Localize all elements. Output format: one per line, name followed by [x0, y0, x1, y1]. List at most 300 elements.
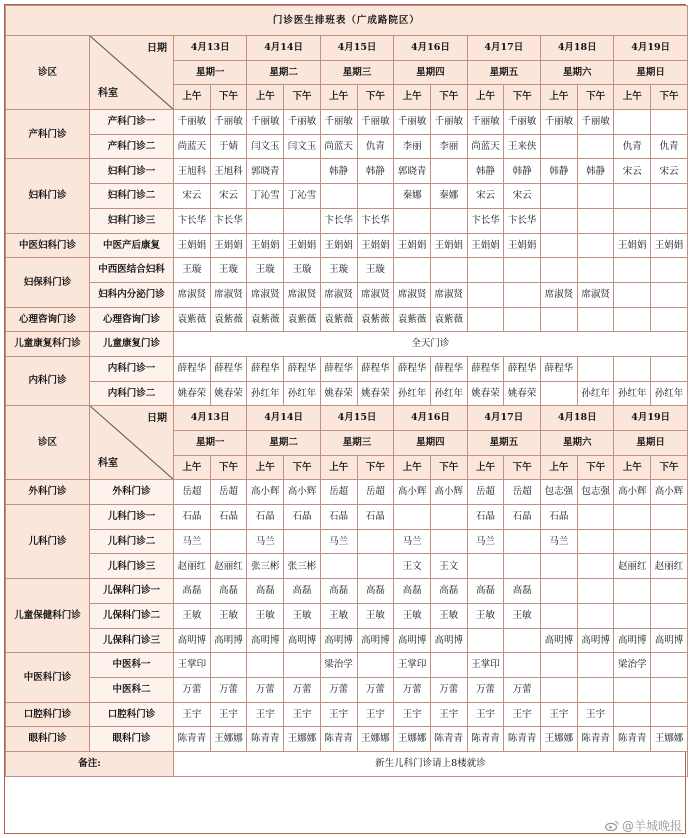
doctor-cell: 万蕾 [320, 677, 357, 702]
doctor-cell: 王宇 [504, 702, 541, 727]
am-header: 上午 [174, 455, 211, 480]
doctor-cell: 王宇 [541, 702, 578, 727]
weekday-header: 星期六 [541, 60, 614, 85]
schedule-row [6, 258, 688, 283]
doctor-cell [577, 677, 614, 702]
doctor-cell [357, 184, 394, 209]
doctor-cell [614, 258, 651, 283]
schedule-row [6, 677, 688, 702]
doctor-cell: 席淑贤 [577, 282, 614, 307]
doctor-cell [614, 356, 651, 381]
doctor-cell: 千丽敏 [577, 110, 614, 135]
doctor-cell [614, 677, 651, 702]
doctor-cell [541, 184, 578, 209]
doctor-cell: 秦娜 [394, 184, 431, 209]
doctor-cell: 王宇 [247, 702, 284, 727]
dept-name: 中医科二 [90, 677, 174, 702]
doctor-cell: 王敏 [467, 603, 504, 628]
schedule-row [6, 282, 688, 307]
doctor-cell [467, 282, 504, 307]
doctor-cell: 张三彬 [284, 554, 321, 579]
doctor-cell: 王敏 [247, 603, 284, 628]
doctor-cell: 梁治学 [614, 653, 651, 678]
doctor-cell [504, 628, 541, 653]
doctor-cell [247, 208, 284, 233]
doctor-cell: 丁沁雪 [247, 184, 284, 209]
doctor-cell: 万蕾 [467, 677, 504, 702]
doctor-cell: 高磊 [174, 579, 211, 604]
doctor-cell: 千丽敏 [430, 110, 467, 135]
doctor-cell [651, 529, 688, 554]
date-header: 4月16日 [394, 36, 467, 61]
doctor-cell: 高明博 [430, 628, 467, 653]
schedule-sheet [4, 4, 686, 834]
doctor-cell: 席淑贤 [284, 282, 321, 307]
doctor-cell: 卞长华 [504, 208, 541, 233]
doctor-cell: 石晶 [541, 505, 578, 530]
pm-header: 下午 [577, 85, 614, 110]
weekday-header: 星期六 [541, 431, 614, 456]
doctor-cell [614, 505, 651, 530]
note-text: 新生儿科门诊请上8楼就诊 [174, 751, 688, 776]
doctor-cell: 高磊 [430, 579, 467, 604]
doctor-cell: 丁沁雪 [284, 184, 321, 209]
doctor-cell [651, 356, 688, 381]
doctor-cell [430, 208, 467, 233]
doctor-cell: 王掌印 [174, 653, 211, 678]
doctor-cell: 王宇 [284, 702, 321, 727]
doctor-cell: 高磊 [357, 579, 394, 604]
schedule-row [6, 381, 688, 406]
doctor-cell [430, 258, 467, 283]
schedule-row [6, 480, 688, 505]
doctor-cell [651, 505, 688, 530]
doctor-cell: 薛程华 [541, 356, 578, 381]
am-header: 上午 [174, 85, 211, 110]
zone-name: 外科门诊 [6, 480, 90, 505]
weibo-icon [605, 820, 619, 831]
doctor-cell: 韩静 [541, 159, 578, 184]
schedule-row [6, 332, 688, 357]
pm-header: 下午 [504, 455, 541, 480]
doctor-cell [651, 258, 688, 283]
doctor-cell: 王娟娟 [357, 233, 394, 258]
doctor-cell: 王敏 [357, 603, 394, 628]
doctor-cell: 陈青青 [504, 727, 541, 752]
doctor-cell: 袁紫薇 [210, 307, 247, 332]
doctor-cell: 高小辉 [614, 480, 651, 505]
doctor-cell: 王文 [430, 554, 467, 579]
doctor-cell [651, 653, 688, 678]
pm-header: 下午 [210, 85, 247, 110]
doctor-cell [467, 307, 504, 332]
doctor-cell: 袁紫薇 [430, 307, 467, 332]
doctor-cell [541, 307, 578, 332]
doctor-cell [504, 529, 541, 554]
doctor-cell: 袁紫薇 [284, 307, 321, 332]
date-header: 4月14日 [247, 36, 320, 61]
doctor-cell [357, 554, 394, 579]
doctor-cell: 岳超 [467, 480, 504, 505]
schedule-row [6, 653, 688, 678]
doctor-cell: 万蕾 [284, 677, 321, 702]
weekday-header: 星期二 [247, 60, 320, 85]
doctor-cell: 薛程华 [210, 356, 247, 381]
date-header: 4月17日 [467, 406, 540, 431]
doctor-cell: 陈青青 [467, 727, 504, 752]
doctor-cell: 万蕾 [430, 677, 467, 702]
doctor-cell: 高明博 [357, 628, 394, 653]
doctor-cell: 尚蓝天 [174, 134, 211, 159]
date-header: 4月14日 [247, 406, 320, 431]
weekday-header: 星期四 [394, 431, 467, 456]
doctor-cell: 王璇 [174, 258, 211, 283]
doctor-cell: 薛程华 [467, 356, 504, 381]
doctor-cell: 薛程华 [284, 356, 321, 381]
doctor-cell: 千丽敏 [320, 110, 357, 135]
weekday-header: 星期三 [320, 431, 393, 456]
zone-name: 中医科门诊 [6, 653, 90, 702]
doctor-cell: 王敏 [174, 603, 211, 628]
schedule-row [6, 356, 688, 381]
date-header: 4月17日 [467, 36, 540, 61]
doctor-cell: 王旭科 [174, 159, 211, 184]
doctor-cell: 万蕾 [210, 677, 247, 702]
schedule-row [6, 110, 688, 135]
doctor-cell: 石晶 [284, 505, 321, 530]
doctor-cell [577, 258, 614, 283]
doctor-cell: 王宇 [577, 702, 614, 727]
doctor-cell: 王敏 [430, 603, 467, 628]
doctor-cell: 王璇 [247, 258, 284, 283]
doctor-cell: 高磊 [210, 579, 247, 604]
doctor-cell: 石晶 [247, 505, 284, 530]
doctor-cell: 孙红年 [577, 381, 614, 406]
doctor-cell: 袁紫薇 [320, 307, 357, 332]
doctor-cell: 高明博 [320, 628, 357, 653]
doctor-cell: 王敏 [284, 603, 321, 628]
doctor-cell: 孙红年 [247, 381, 284, 406]
doctor-cell: 王娟娟 [320, 233, 357, 258]
doctor-cell: 王娜娜 [357, 727, 394, 752]
doctor-cell: 孙红年 [614, 381, 651, 406]
doctor-cell: 万蕾 [247, 677, 284, 702]
doctor-cell [504, 282, 541, 307]
doctor-cell: 韩静 [357, 159, 394, 184]
doctor-cell: 席淑贤 [541, 282, 578, 307]
doctor-cell: 王宇 [357, 702, 394, 727]
doctor-cell: 高磊 [467, 579, 504, 604]
doctor-cell [614, 184, 651, 209]
doctor-cell: 韩静 [504, 159, 541, 184]
doctor-cell: 马兰 [247, 529, 284, 554]
doctor-cell: 石晶 [357, 505, 394, 530]
doctor-cell: 高明博 [577, 628, 614, 653]
doctor-cell: 万蕾 [504, 677, 541, 702]
doctor-cell: 宋云 [651, 159, 688, 184]
doctor-cell [210, 529, 247, 554]
date-header: 4月19日 [614, 36, 687, 61]
doctor-cell: 薛程华 [430, 356, 467, 381]
doctor-cell: 卞长华 [320, 208, 357, 233]
dept-label: 科室 [98, 88, 118, 100]
weekday-header: 星期一 [174, 60, 247, 85]
doctor-cell: 宋云 [614, 159, 651, 184]
schedule-row [6, 603, 688, 628]
pm-header: 下午 [284, 85, 321, 110]
dept-name: 儿保科门诊三 [90, 628, 174, 653]
watermark-text: @羊城晚报 [621, 819, 682, 833]
doctor-cell: 赵丽红 [210, 554, 247, 579]
doctor-cell [577, 307, 614, 332]
pm-header: 下午 [430, 455, 467, 480]
doctor-cell: 包志强 [577, 480, 614, 505]
doctor-cell: 姚春荣 [320, 381, 357, 406]
doctor-cell [577, 208, 614, 233]
doctor-cell [210, 653, 247, 678]
dept-name: 外科门诊 [90, 480, 174, 505]
doctor-cell [577, 554, 614, 579]
doctor-cell [577, 134, 614, 159]
doctor-cell: 王宇 [430, 702, 467, 727]
doctor-cell [504, 258, 541, 283]
zone-name: 妇科门诊 [6, 159, 90, 233]
doctor-cell: 马兰 [174, 529, 211, 554]
doctor-cell [577, 653, 614, 678]
doctor-cell [504, 653, 541, 678]
watermark [605, 817, 682, 834]
am-header: 上午 [247, 85, 284, 110]
doctor-cell: 袁紫薇 [357, 307, 394, 332]
doctor-cell [541, 258, 578, 283]
doctor-cell [284, 208, 321, 233]
doctor-cell: 高明博 [614, 628, 651, 653]
doctor-cell: 薛程华 [357, 356, 394, 381]
weekday-header: 星期日 [614, 431, 687, 456]
am-header: 上午 [247, 455, 284, 480]
doctor-cell [430, 653, 467, 678]
schedule-row [6, 628, 688, 653]
doctor-cell [577, 505, 614, 530]
date-header: 4月18日 [541, 406, 614, 431]
doctor-cell [614, 529, 651, 554]
doctor-cell: 席淑贤 [247, 282, 284, 307]
doctor-cell [541, 653, 578, 678]
doctor-cell: 孙红年 [284, 381, 321, 406]
dept-name: 儿保科门诊二 [90, 603, 174, 628]
doctor-cell: 卞长华 [174, 208, 211, 233]
date-header: 4月16日 [394, 406, 467, 431]
doctor-cell: 袁紫薇 [174, 307, 211, 332]
weekday-header: 星期三 [320, 60, 393, 85]
doctor-cell [467, 628, 504, 653]
doctor-cell [651, 579, 688, 604]
doctor-cell: 马兰 [320, 529, 357, 554]
doctor-cell: 马兰 [394, 529, 431, 554]
am-header: 上午 [614, 85, 651, 110]
pm-header: 下午 [210, 455, 247, 480]
schedule-row [6, 529, 688, 554]
doctor-cell: 王宇 [174, 702, 211, 727]
doctor-cell: 万蕾 [174, 677, 211, 702]
note-label: 备注: [6, 751, 174, 776]
doctor-cell: 姚春荣 [504, 381, 541, 406]
doctor-cell: 李丽 [394, 134, 431, 159]
doctor-cell: 千丽敏 [394, 110, 431, 135]
doctor-cell [430, 529, 467, 554]
doctor-cell: 薛程华 [504, 356, 541, 381]
doctor-cell: 王娟娟 [394, 233, 431, 258]
doctor-cell [247, 653, 284, 678]
doctor-cell [541, 208, 578, 233]
doctor-cell: 姚春荣 [210, 381, 247, 406]
doctor-cell [467, 258, 504, 283]
doctor-cell [504, 307, 541, 332]
date-header: 4月15日 [320, 406, 393, 431]
doctor-cell: 高磊 [247, 579, 284, 604]
doctor-cell: 王敏 [504, 603, 541, 628]
dept-name: 妇科门诊一 [90, 159, 174, 184]
doctor-cell [577, 529, 614, 554]
zone-name: 内科门诊 [6, 356, 90, 405]
doctor-cell [541, 381, 578, 406]
dept-name: 口腔科门诊 [90, 702, 174, 727]
schedule-row [6, 702, 688, 727]
doctor-cell: 王娜娜 [210, 727, 247, 752]
date-label: 日期 [147, 43, 167, 54]
pm-header: 下午 [504, 85, 541, 110]
doctor-cell [651, 307, 688, 332]
doctor-cell [394, 208, 431, 233]
date-dept-header [90, 406, 174, 480]
zone-name: 口腔科门诊 [6, 702, 90, 727]
doctor-cell: 席淑贤 [174, 282, 211, 307]
schedule-row [6, 727, 688, 752]
doctor-cell: 尚蓝天 [320, 134, 357, 159]
doctor-cell: 席淑贤 [357, 282, 394, 307]
doctor-cell: 薛程华 [247, 356, 284, 381]
doctor-cell: 陈青青 [247, 727, 284, 752]
schedule-row [6, 307, 688, 332]
doctor-cell: 王娜娜 [394, 727, 431, 752]
date-label: 日期 [147, 413, 167, 425]
doctor-cell [320, 184, 357, 209]
page-title: 门诊医生排班表（广成路院区） [6, 6, 688, 36]
doctor-cell: 千丽敏 [467, 110, 504, 135]
doctor-cell [614, 307, 651, 332]
am-header: 上午 [467, 455, 504, 480]
doctor-cell: 王娟娟 [614, 233, 651, 258]
doctor-cell: 高小辉 [430, 480, 467, 505]
doctor-cell: 薛程华 [174, 356, 211, 381]
doctor-cell: 席淑贤 [210, 282, 247, 307]
doctor-cell: 闫文玉 [247, 134, 284, 159]
dept-name: 儿童康复门诊 [90, 332, 174, 357]
zone-name: 妇保科门诊 [6, 258, 90, 307]
date-header: 4月15日 [320, 36, 393, 61]
doctor-cell: 高明博 [394, 628, 431, 653]
zone-name: 眼科门诊 [6, 727, 90, 752]
doctor-cell: 王娟娟 [174, 233, 211, 258]
doctor-cell [394, 505, 431, 530]
doctor-cell: 石晶 [320, 505, 357, 530]
dept-name: 中西医结合妇科 [90, 258, 174, 283]
pm-header: 下午 [651, 455, 688, 480]
doctor-cell: 岳超 [357, 480, 394, 505]
schedule-row [6, 208, 688, 233]
zone-name: 产科门诊 [6, 110, 90, 159]
weekday-header: 星期五 [467, 60, 540, 85]
doctor-cell [320, 554, 357, 579]
doctor-cell: 韩静 [577, 159, 614, 184]
schedule-row [6, 579, 688, 604]
doctor-cell: 宋云 [210, 184, 247, 209]
doctor-cell: 高磊 [504, 579, 541, 604]
dept-name: 内科门诊一 [90, 356, 174, 381]
doctor-cell: 陈青青 [614, 727, 651, 752]
pm-header: 下午 [357, 85, 394, 110]
doctor-cell: 王宇 [467, 702, 504, 727]
zone-name: 心理咨询门诊 [6, 307, 90, 332]
doctor-cell: 陈青青 [320, 727, 357, 752]
am-header: 上午 [541, 455, 578, 480]
doctor-cell: 高小辉 [284, 480, 321, 505]
pm-header: 下午 [651, 85, 688, 110]
doctor-cell [541, 603, 578, 628]
am-header: 上午 [614, 455, 651, 480]
doctor-cell [284, 529, 321, 554]
doctor-cell: 王娟娟 [284, 233, 321, 258]
doctor-cell: 高小辉 [651, 480, 688, 505]
doctor-cell [394, 258, 431, 283]
weekday-header: 星期日 [614, 60, 687, 85]
doctor-cell: 梁治学 [320, 653, 357, 678]
dept-name: 儿保科门诊一 [90, 579, 174, 604]
doctor-cell: 千丽敏 [541, 110, 578, 135]
am-header: 上午 [467, 85, 504, 110]
doctor-cell: 高磊 [394, 579, 431, 604]
doctor-cell: 王宇 [210, 702, 247, 727]
weekday-header: 星期二 [247, 431, 320, 456]
doctor-cell: 岳超 [320, 480, 357, 505]
schedule-row [6, 184, 688, 209]
doctor-cell: 王敏 [210, 603, 247, 628]
dept-name: 产科门诊二 [90, 134, 174, 159]
doctor-cell: 宋云 [504, 184, 541, 209]
am-header: 上午 [320, 85, 357, 110]
doctor-cell: 陈青青 [174, 727, 211, 752]
weekday-header: 星期一 [174, 431, 247, 456]
doctor-cell: 卞长华 [467, 208, 504, 233]
date-header: 4月18日 [541, 36, 614, 61]
doctor-cell: 闫文玉 [284, 134, 321, 159]
doctor-cell: 千丽敏 [357, 110, 394, 135]
doctor-cell: 赵丽红 [651, 554, 688, 579]
doctor-cell: 高明博 [174, 628, 211, 653]
doctor-cell [541, 233, 578, 258]
doctor-cell: 岳超 [210, 480, 247, 505]
doctor-cell [651, 208, 688, 233]
doctor-cell: 袁紫薇 [394, 307, 431, 332]
doctor-cell: 高明博 [210, 628, 247, 653]
doctor-cell [614, 110, 651, 135]
doctor-cell: 王宇 [394, 702, 431, 727]
doctor-cell: 仇青 [651, 134, 688, 159]
doctor-cell: 王来侠 [504, 134, 541, 159]
doctor-cell: 高明博 [247, 628, 284, 653]
doctor-cell: 马兰 [541, 529, 578, 554]
doctor-cell: 高明博 [284, 628, 321, 653]
